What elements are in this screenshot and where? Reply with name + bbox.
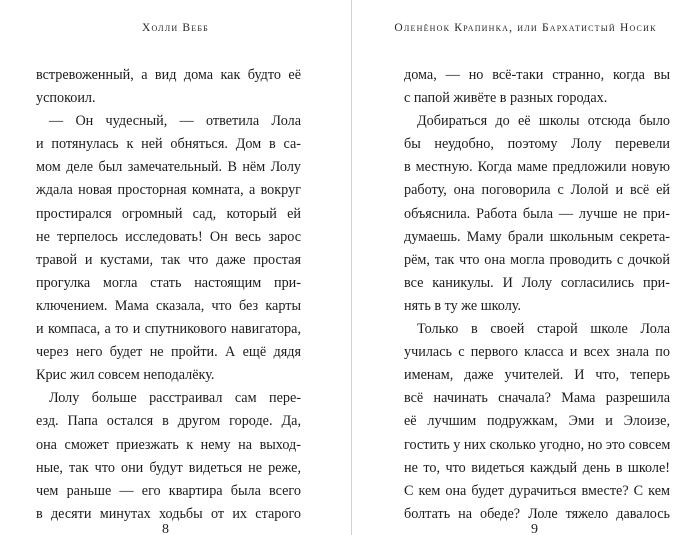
text-line: ные, так что они будут видеться не реже, xyxy=(36,459,301,476)
text-line: рём, так что она могла проводить с дочкой xyxy=(404,251,670,268)
right-page xyxy=(352,0,699,535)
text-line: её лучшим подружкам, Эми и Элоизе, xyxy=(404,413,670,430)
text-line: встревоженный, а вид дома как будто её xyxy=(36,67,301,83)
left-page-text xyxy=(36,64,301,526)
text-line: Лолу больше расстраивал сам пере- xyxy=(49,390,301,407)
left-running-head: Холли Вебб xyxy=(142,22,209,34)
text-line: нять в ту же школу. xyxy=(404,297,521,314)
text-line: с папой живёте в разных городах. xyxy=(404,90,608,107)
right-page-number: 9 xyxy=(531,522,538,535)
text-line: мом деле был замечательный. В нём Лолу xyxy=(36,159,301,176)
text-line: гостить у них сколько угодно, но это совсем xyxy=(404,436,671,453)
left-page-number: 8 xyxy=(162,522,169,535)
text-line: успокоил. xyxy=(36,90,96,107)
text-line: в десяти минутах ходьбы от их старого xyxy=(36,505,301,522)
text-line: не то, что видеться каждый день в школе! xyxy=(404,459,670,476)
text-line: и компаса, а то и спутникового навигатора, xyxy=(36,321,301,338)
text-line: травой и кустами, так что даже простая xyxy=(36,251,301,268)
text-line: и потянулась к ней обняться. Дом в са- xyxy=(36,136,301,153)
text-line: Крис жил совсем неподалёку. xyxy=(36,367,215,384)
text-line: она сможет приезжать к нему на выход- xyxy=(36,436,301,453)
text-line: бы неудобно, поэтому Лолу перевели xyxy=(404,136,670,153)
text-line: всё начинать сначала? Мама разрешила xyxy=(404,390,670,407)
text-line: Только в своей старой школе Лола xyxy=(417,321,670,338)
text-line: работу, она поговорила с Лолой и всё ей xyxy=(404,182,670,199)
text-line: езд. Папа остался в другом городе. Да, xyxy=(36,413,301,430)
text-line: в местную. Когда маме предложили новую xyxy=(404,159,670,176)
text-line: все каникулы. И Лолу согласились при- xyxy=(404,274,670,291)
text-line: ключением. Мама сказала, что без карты xyxy=(36,297,301,314)
right-page-text xyxy=(404,64,670,526)
text-line: думаешь. Маму брали школьным секрета- xyxy=(404,228,670,245)
text-line: прогулка могла стать настоящим при- xyxy=(36,274,301,291)
text-line: именам, даже учителей. И что, теперь xyxy=(404,367,670,384)
text-line: не терпелось исследовать! Он весь зарос xyxy=(36,228,301,245)
text-line: С кем она будет дурачиться вместе? С кем xyxy=(404,482,670,499)
text-line: Добираться до её школы отсюда было xyxy=(417,113,670,130)
text-line: ждала новая просторная комната, а вокруг xyxy=(36,182,301,199)
text-line: простирался огромный сад, который ей xyxy=(36,205,301,222)
right-running-head: Оленёнок Крапинка, или Бархатистый Носик xyxy=(394,22,657,34)
text-line: через него будет не пройти. А ещё дядя xyxy=(36,344,301,361)
text-line: объяснила. Работа была — лучше не при- xyxy=(404,205,670,222)
text-line: болтать на обеде? Лоле тяжело давалось xyxy=(404,505,670,522)
text-line: — Он чудесный, — ответила Лола xyxy=(49,113,301,130)
text-line: чем раньше — его квартира была всего xyxy=(36,482,301,499)
text-line: дома, — но всё-таки странно, когда вы xyxy=(404,67,670,83)
text-line: училась с первого класса и всех знала по xyxy=(404,344,670,361)
